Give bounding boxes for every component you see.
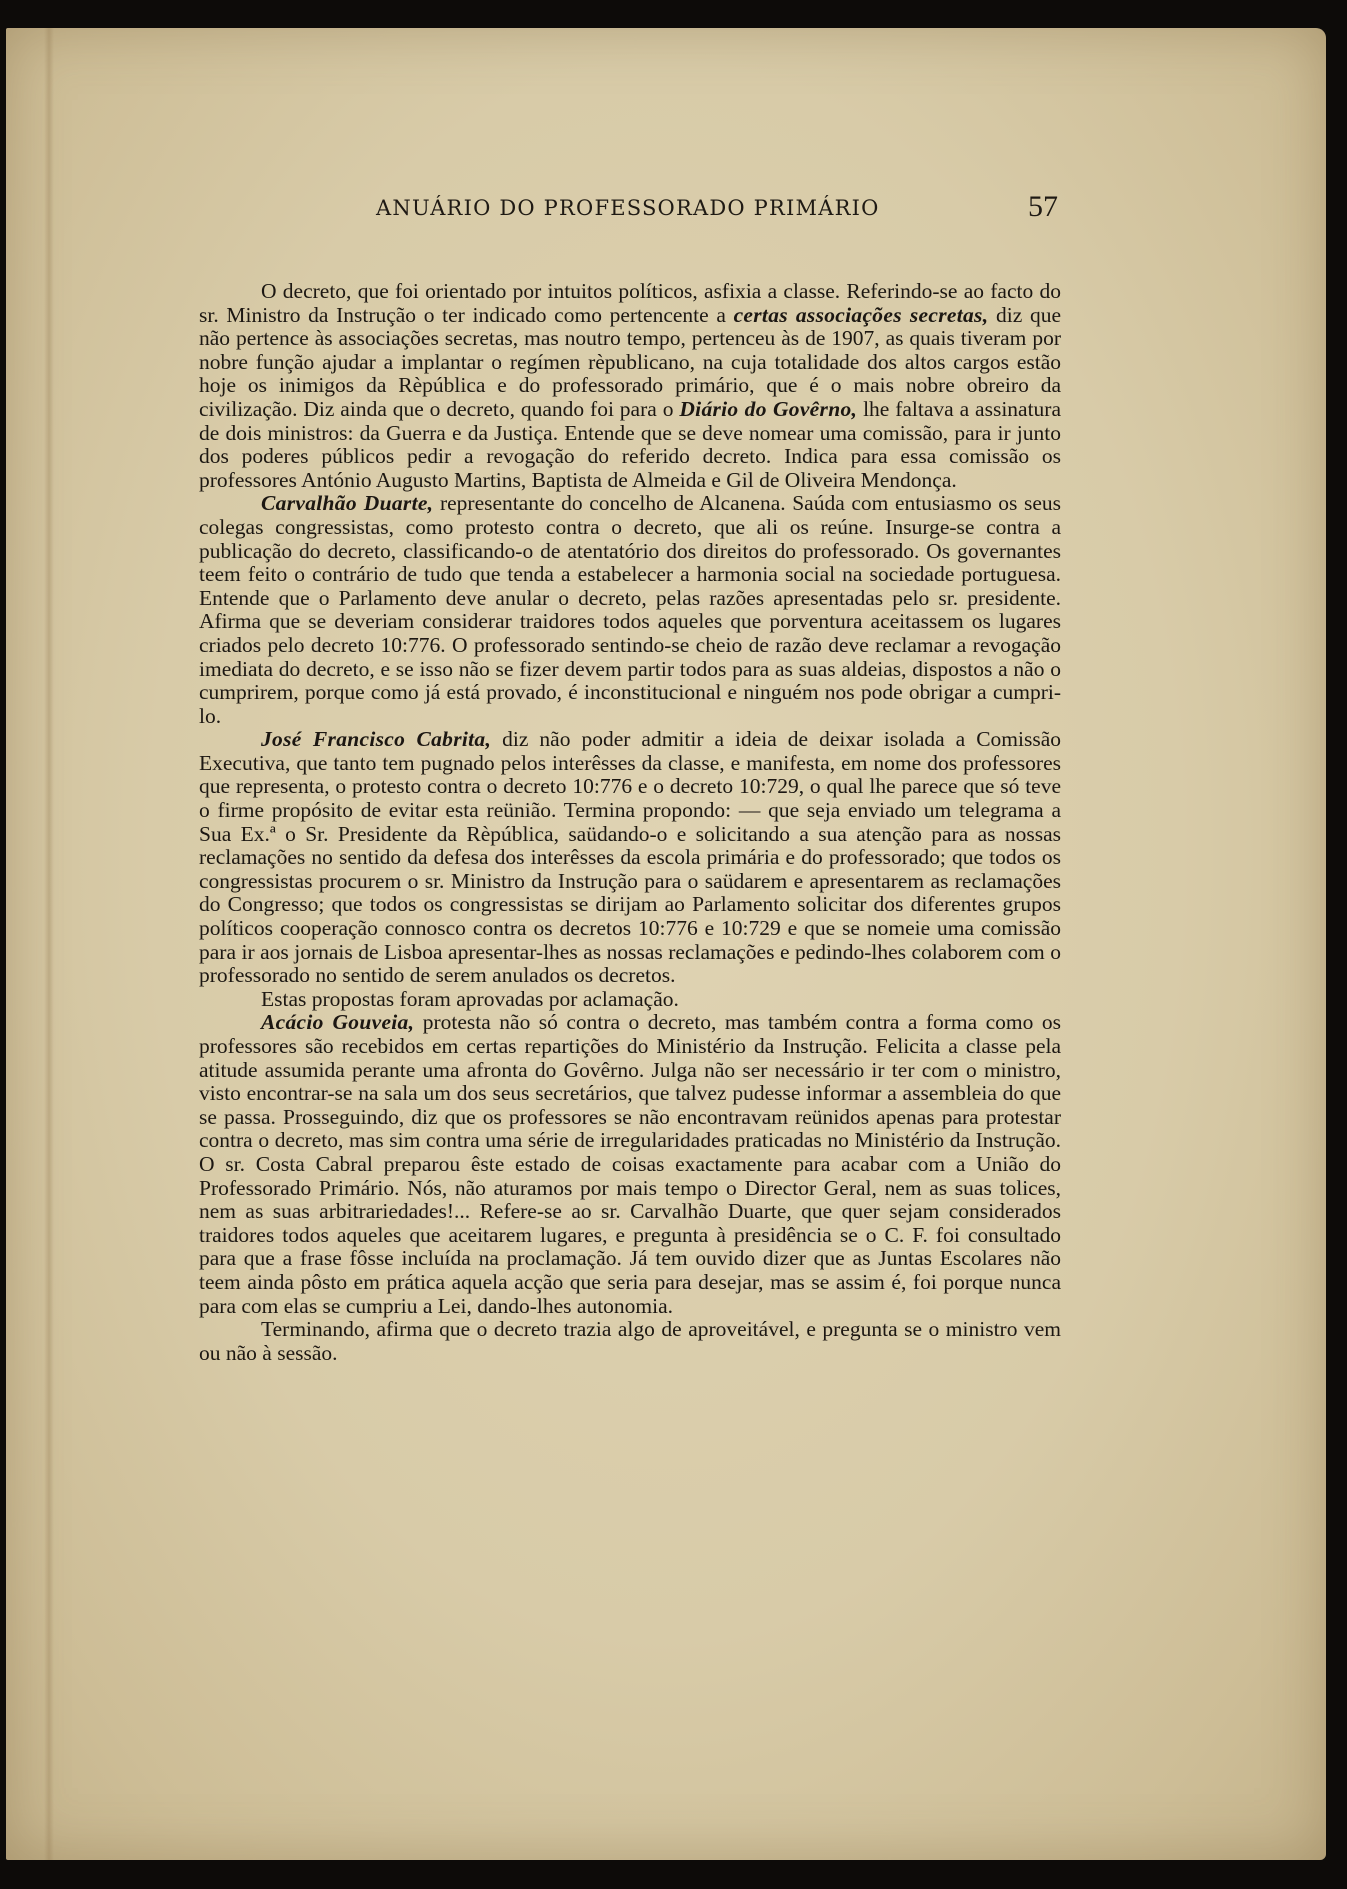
- speaker-name: Carvalhão Duarte,: [261, 491, 434, 516]
- body-text: [199, 280, 1061, 1365]
- speaker-name: Acácio Gouveia,: [261, 1010, 415, 1035]
- paragraph-4-text: Estas propostas foram aprovadas por aclamação.: [261, 986, 679, 1011]
- running-title: ANUÁRIO DO PROFESSORADO PRIMÁRIO: [376, 196, 880, 220]
- paragraph-3: [199, 728, 1061, 988]
- page-header: [6, 190, 1326, 230]
- paragraph-1-emphasis-b: Diário do Govêrno,: [679, 396, 858, 421]
- paragraph-6: [199, 1318, 1061, 1365]
- paragraph-4: [199, 988, 1061, 1012]
- page-sheet: [6, 28, 1326, 1860]
- paragraph-1-text-c: lhe faltava a assinatura de dois ministros: da Guerra e da Justiça. Entende que se deve nomear uma comissão, para ir junto dos poderes públicos pedir a revogação do referido decreto. Indica para essa comissão os professores António Augusto Martins, Baptista de Almeida e Gil de Oliveira Mendonça.: [199, 396, 1062, 492]
- paragraph-3-text: diz não poder admitir a ideia de deixar isolada a Comissão Executiva, que tanto tem pugnado pelos interêsses da classe, e manifesta, em nome dos professores que representa, o protesto contra o decreto 10:776 e o decreto 10:729, o qual lhe parece que só teve o firme propósito de evitar esta reünião. Termina propondo: — que seja enviado um telegrama a Sua Ex.ª o Sr. Presidente da Rèpública, saüdando-o e solicitando a sua atenção para as nossas reclamações no sentido da defesa dos interêsses da escola primária e do professorado; que todos os congressistas procurem o sr. Ministro da Instrução para o saüdarem e apresentarem as reclamações do Congresso; que todos os congressistas se dirijam ao Parlamento solicitar dos diferentes grupos políticos cooperação connosco contra os decretos 10:776 e 10:729 e que se nomeie uma comissão para ir aos jornais de Lisboa apresentar-lhes as nossas reclamações e pedindo-lhes colaborem com o professorado no sentido de serem anulados os decretos.: [199, 727, 1062, 988]
- paragraph-1-text-b: diz que não pertence às associações secretas, mas noutro tempo, pertenceu às de 1907, as quais tiveram por nobre função ajudar a implantar o regímen rèpublicano, na cuja totalidade dos altos cargos estão hoje os inimigos da Rèpública e do professorado primário, que é o mais nobre obreiro da civilização. Diz ainda que o decreto, quando foi para o: [199, 302, 1062, 421]
- paragraph-1-emphasis-a: certas associações secretas,: [733, 302, 989, 327]
- page-fold: [44, 28, 54, 1860]
- paragraph-2-text: representante do concelho de Alcanena. Saúda com entusiasmo os seus colegas congressistas, como protesto contra o decreto, que ali os reúne. Insurge-se contra a publicação do decreto, classificando-o de atentatório dos direitos do professorado. Os governantes teem feito o contrário de tudo que tenda a estabelecer a harmonia social na sociedade portuguesa. Entende que o Parlamento deve anular o decreto, pelas razões apresentadas pelo sr. presidente. Afirma que se deveriam considerar traidores todos aqueles que porventura aceitassem os lugares criados pelo decreto 10:776. O professorado sentindo-se cheio de razão deve reclamar a revogação imediata do decreto, e se isso não se fizer devem partir todos para as suas aldeias, dispostos a não o cumprirem, porque como já está provado, é inconstitucional e ninguém nos pode obrigar a cumpri-lo.: [199, 491, 1061, 728]
- paragraph-2: [199, 492, 1061, 728]
- paragraph-5: [199, 1011, 1061, 1318]
- paragraph-1: [199, 280, 1061, 492]
- paragraph-5-text: protesta não só contra o decreto, mas também contra a forma como os professores são recebidos em certas repartições do Ministério da Instrução. Felicita a classe pela atitude assumida perante uma afronta do Govêrno. Julga não ser necessário ir ter com o ministro, visto encontrar-se na sala um dos seus secretários, que talvez pudesse informar a assembleia do que se passa. Prosseguindo, diz que os professores se não encontravam reünidos apenas para protestar contra o decreto, mas sim contra uma série de irregularidades praticadas no Ministério da Instrução. O sr. Costa Cabral preparou êste estado de coisas exactamente para acabar com a União do Professorado Primário. Nós, não aturamos por mais tempo o Director Geral, nem as suas tolices, nem as suas arbitrariedades!... Refere-se ao sr. Carvalhão Duarte, que quer sejam considerados traidores todos aqueles que aceitarem lugares, e pregunta à presidência se o C. F. foi consultado para que a frase fôsse incluída na proclamação. Já tem ouvido dizer que as Juntas Escolares não teem ainda pôsto em prática aquela acção que seria para desejar, mas se assim é, foi porque nunca para com elas se cumpriu a Lei, dando-lhes autonomia.: [199, 1010, 1061, 1318]
- paragraph-6-text: Terminando, afirma que o decreto trazia algo de aproveitável, e pregunta se o ministro vem ou não à sessão.: [199, 1317, 1061, 1365]
- paragraph-1-text-a: O decreto, que foi orientado por intuitos políticos, asfixia a classe. Referindo-se ao facto do sr. Ministro da Instrução o ter indicado como pertencente a: [199, 279, 1061, 327]
- speaker-name: José Francisco Cabrita,: [261, 727, 492, 752]
- page-number: 57: [1028, 190, 1058, 223]
